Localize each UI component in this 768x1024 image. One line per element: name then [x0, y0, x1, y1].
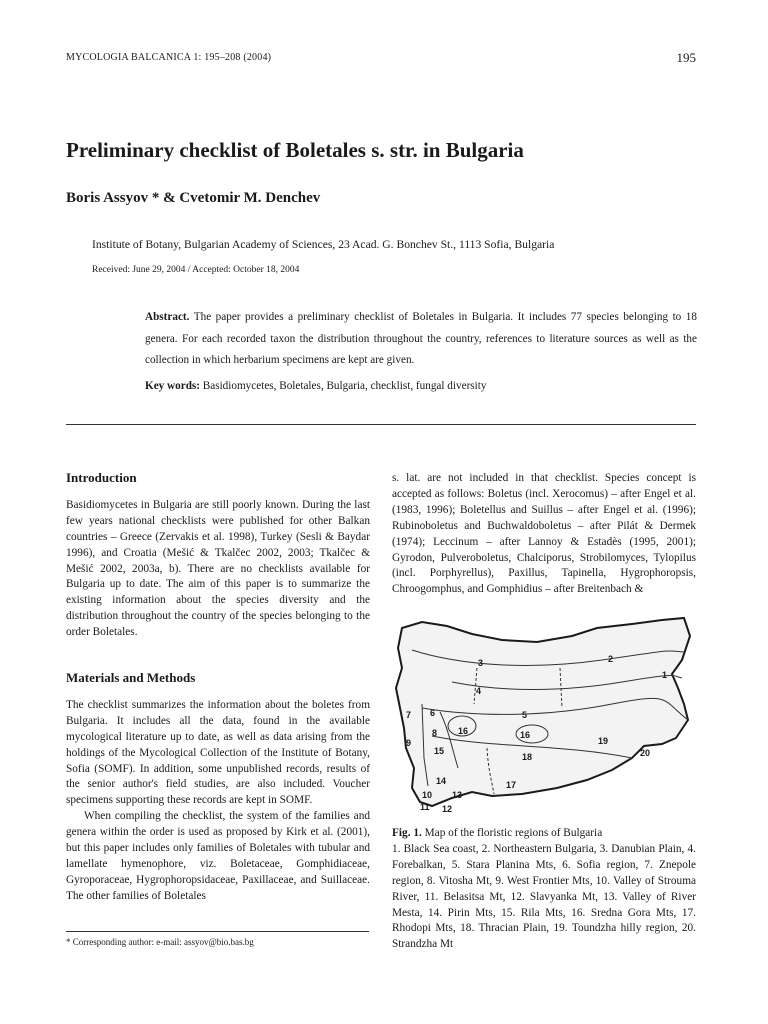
region-label: 20 — [640, 748, 651, 758]
region-label: 12 — [442, 804, 453, 814]
region-label: 13 — [452, 790, 463, 800]
footnote-divider — [66, 931, 369, 932]
region-label: 7 — [406, 710, 412, 720]
methods-section — [66, 670, 370, 905]
region-label: 17 — [506, 780, 517, 790]
keywords-label: Key words: — [145, 380, 200, 392]
region-label: 5 — [522, 710, 528, 720]
region-label: 19 — [598, 736, 609, 746]
introduction-text: Basidiomycetes in Bulgaria are still poorly known. During the last few years national checklists were published for other Balkan countries – Greece (Zervakis et al. 1998), Turkey (Sesli & Baydar 1996), and Croatia (Mešić & Tkalčec 2002, 2003; Tkalčec & Mešić 2002, 2003a, b). There are no checklists available for Bulgaria up to date. The aim of this paper is to summarize the existing information about the species diversity and the distribution throughout the country of the species belonging to the order Boletales. — [66, 498, 370, 639]
figure-caption-label: Fig. 1. — [392, 827, 422, 839]
introduction-section — [66, 470, 370, 641]
region-label: 16 — [458, 726, 469, 736]
region-label: 1 — [662, 670, 668, 680]
figure-caption-text: 1. Black Sea coast, 2. Northeastern Bulgaria, 3. Danubian Plain, 4. Forebalkan, 5. Stara Planina Mts, 6. Sofia region, 7. Znepole region, 8. Vitosha Mt, 9. West Frontier Mts, 10. Valley of Strouma River, 11. Belasitsa Mt, 12. Slavyanka Mt, 13. Valley of River Mesta, 14. Pirin Mts, 15. Rila Mts, 16. Sredna Gora Mts, 17. Rhodopi Mts, 18. Thracian Plain, 19. Toundzha hilly region, 20. Strandzha Mt — [392, 842, 696, 951]
region-label: 8 — [432, 728, 438, 738]
methods-paragraph-1: The checklist summarizes the information about the boletes from Bulgaria. It includes all the data, found in the available mycological literature up to date, as well as data arising from the holdings of the Mycological Collection of the Institute of Botany, Sofia (SOMF). In addition, some unpublished records, results of the senior author's field studies, are also included. Voucher specimens supporting these records are kept in SOMF. — [66, 698, 370, 807]
region-label: 9 — [406, 738, 412, 748]
keywords-text: Basidiomycetes, Boletales, Bulgaria, checklist, fungal diversity — [202, 380, 487, 392]
right-column-text — [392, 471, 696, 598]
section-divider — [66, 424, 696, 425]
paper-title: Preliminary checklist of Boletales s. str. in Bulgaria — [66, 138, 524, 162]
region-label: 11 — [420, 802, 430, 812]
abstract-text: The paper provides a preliminary checklist of Boletales in Bulgaria. It includes 77 species belonging to 18 genera. For each recorded taxon the distribution throughout the country, references to literature sources as well as the collection in which herbarium specimens are kept are given. — [145, 311, 697, 366]
footnote: * Corresponding author: e-mail: assyov@bio.bas.bg — [66, 937, 254, 947]
region-label: 3 — [478, 658, 484, 668]
affiliation: Institute of Botany, Bulgarian Academy of Sciences, 23 Acad. G. Bonchev St., 1113 Sofia, Bulgaria — [92, 238, 555, 251]
abstract — [145, 307, 697, 372]
authors: Boris Assyov * & Cvetomir M. Denchev — [66, 190, 321, 206]
region-label: 6 — [430, 708, 436, 718]
received-dates: Received: June 29, 2004 / Accepted: October 18, 2004 — [92, 265, 300, 275]
region-label: 15 — [434, 746, 445, 756]
region-label: 14 — [436, 776, 447, 786]
abstract-label: Abstract. — [145, 311, 190, 323]
figure-caption-title: Map of the floristic regions of Bulgaria — [424, 827, 603, 839]
region-label: 10 — [422, 790, 433, 800]
region-label: 2 — [608, 654, 614, 664]
bulgaria-regions-map — [392, 608, 696, 816]
figure-caption — [392, 826, 696, 953]
journal-header: MYCOLOGIA BALCANICA 1: 195–208 (2004) — [66, 52, 272, 63]
region-label: 18 — [522, 752, 533, 762]
right-column-paragraph: s. lat. are not included in that checklist. Species concept is accepted as follows: Boletus (incl. Xerocomus) – after Engel et al. (1983, 1996); Boletellus and Suillus – after Engel et al. (1996); Rubinoboletus and Buchwaldoboletus – after Pilát & Dermek (1974); Leccinum – after Lannoy & Estadès (1995, 2001); Gyrodon, Pulveroboletus, Chalciporus, Strobilomyces, Tylopilus (incl. Porphyrellus), Paxillus, Tapinella, Hygrophoropsis, Chroogomphus, and Gomphidius – after Breitenbach & — [392, 472, 696, 596]
methods-paragraph-2: When compiling the checklist, the system of the families and genera within the order is used as proposed by Kirk et al. (2001), but this paper includes only families of Boletales with tubular and lamellate hymenophore, viz. Boletaceae, Gomphidiaceae, Gyroporaceae, Hygrophoropsidaceae, Paxillaceae, and Suillaceae. The other families of Boletales — [66, 810, 370, 902]
page-number: 195 — [676, 50, 696, 65]
region-label: 4 — [476, 686, 482, 696]
introduction-heading: Introduction — [66, 470, 137, 485]
methods-heading: Materials and Methods — [66, 670, 196, 685]
region-label: 16 — [520, 730, 531, 740]
keywords — [145, 380, 486, 392]
